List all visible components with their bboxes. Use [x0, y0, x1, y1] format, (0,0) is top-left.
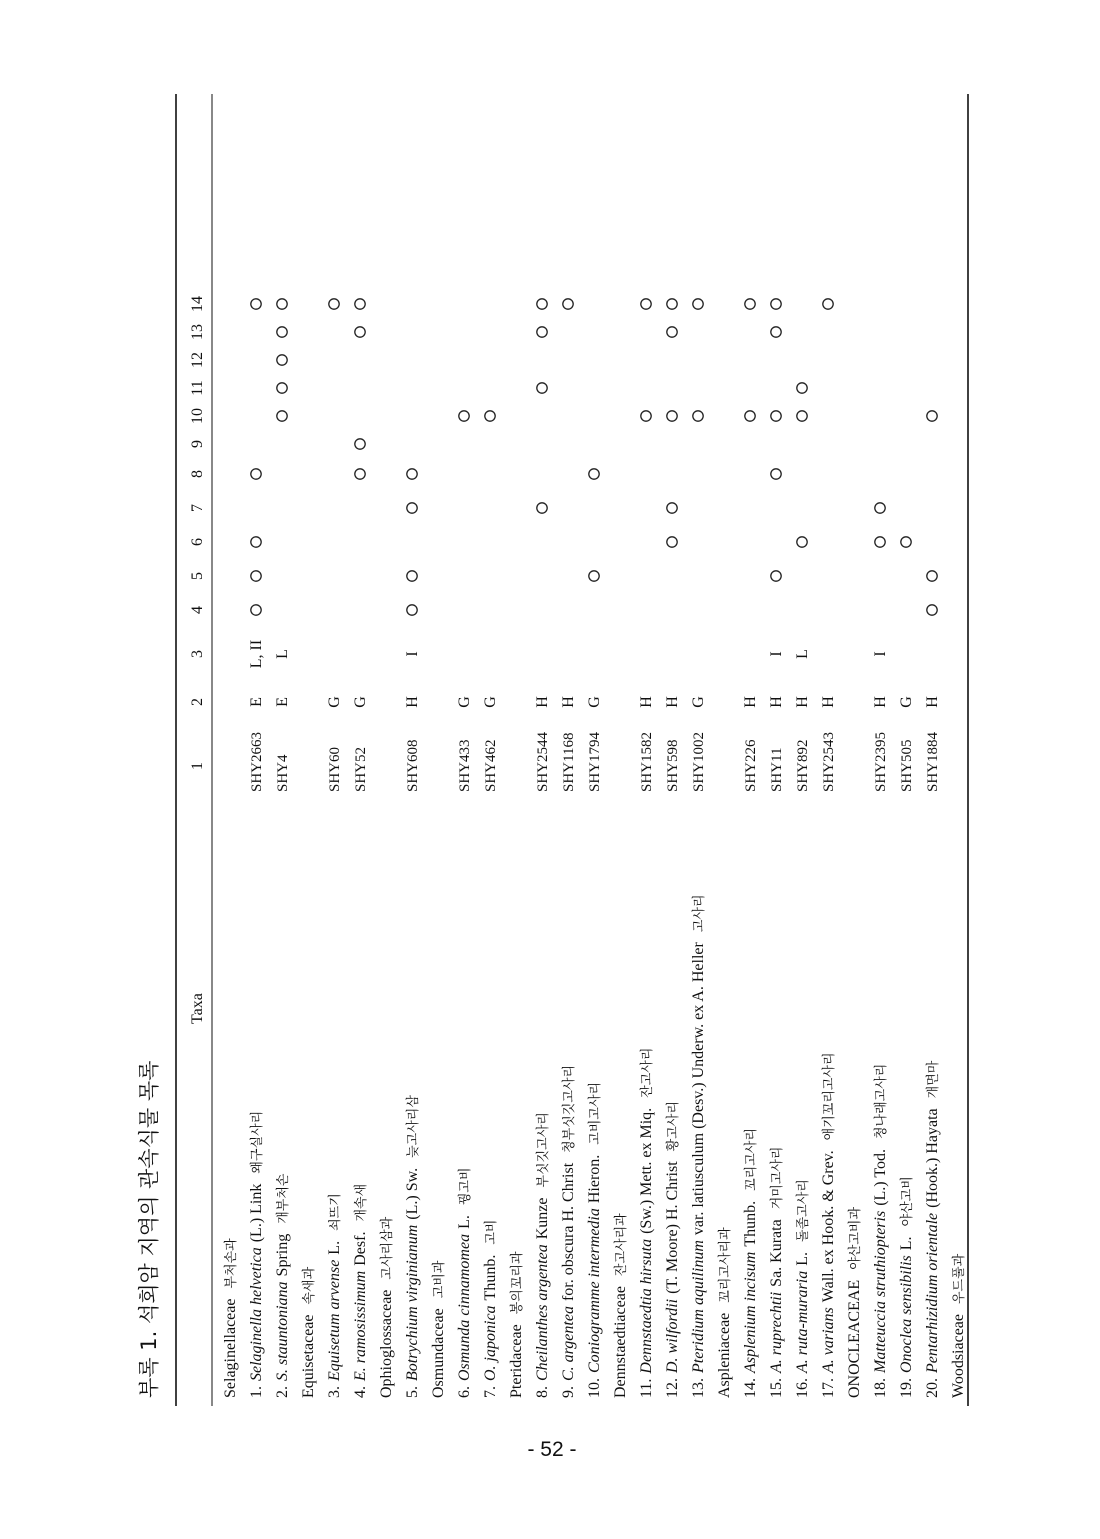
voucher-number: SHY505	[899, 739, 915, 792]
column-header: 9	[189, 440, 206, 448]
occurrence-mark	[693, 411, 703, 421]
table-body	[222, 299, 967, 1398]
column-2-value: G	[456, 696, 473, 708]
occurrence-mark	[355, 299, 365, 309]
occurrence-mark	[277, 299, 287, 309]
taxon-latin: A. ruta-muraria	[794, 1270, 811, 1373]
taxon-name	[482, 1220, 499, 1398]
taxon-name	[768, 1147, 785, 1399]
occurrence-mark	[797, 537, 807, 547]
taxon-number: 10.	[586, 1378, 603, 1398]
occurrence-mark	[901, 537, 911, 547]
taxon-number: 4.	[352, 1386, 369, 1398]
taxon-name	[326, 1193, 343, 1398]
column-2-value: H	[924, 696, 941, 708]
taxon-author: (L.) Sw.	[404, 1167, 421, 1220]
voucher-number: SHY226	[743, 739, 759, 792]
species-row	[482, 411, 499, 1398]
taxon-korean: 황고사리	[666, 1101, 681, 1152]
taxon-korean: 고비	[484, 1219, 499, 1245]
family-name	[508, 1251, 525, 1398]
taxon-number: 1.	[248, 1386, 265, 1398]
species-row	[664, 299, 681, 1398]
family-name	[716, 1227, 733, 1398]
family-name	[378, 1216, 395, 1398]
occurrence-mark	[771, 299, 781, 309]
taxon-latin: Dennstaedtia hirsuta	[638, 1238, 655, 1374]
occurrence-mark	[667, 299, 677, 309]
family-name	[222, 1238, 239, 1398]
family-name	[430, 1260, 447, 1398]
taxon-name	[872, 1064, 889, 1398]
taxon-author: Thunb.	[482, 1254, 499, 1301]
occurrence-mark	[927, 411, 937, 421]
occurrence-mark	[589, 571, 599, 581]
occurrence-mark	[771, 327, 781, 337]
column-header: 6	[189, 538, 206, 546]
column-2-value: G	[326, 696, 343, 708]
species-row	[586, 469, 603, 1398]
family-row	[612, 1213, 629, 1398]
family-korean: 야산고비과	[848, 1206, 863, 1270]
occurrence-mark	[797, 383, 807, 393]
occurrence-mark	[277, 327, 287, 337]
taxon-number: 7.	[482, 1386, 499, 1398]
taxon-author: L.	[794, 1251, 811, 1266]
family-korean: 잔고사리과	[614, 1213, 629, 1277]
family-name	[846, 1207, 863, 1398]
column-3-value: I	[872, 651, 889, 657]
occurrence-mark	[589, 469, 599, 479]
occurrence-mark	[641, 411, 651, 421]
occurrence-mark	[771, 571, 781, 581]
voucher-number: SHY52	[353, 746, 369, 792]
taxon-author: Wall. ex Hook. & Grev.	[820, 1150, 837, 1303]
taxon-latin: Equisetum arvense	[326, 1259, 343, 1381]
occurrence-mark	[563, 299, 573, 309]
occurrence-mark	[537, 503, 547, 513]
voucher-number: SHY1002	[691, 731, 707, 792]
occurrence-mark	[407, 605, 417, 615]
occurrence-mark	[277, 383, 287, 393]
taxon-latin: Coniogramme intermedia	[586, 1208, 603, 1373]
taxon-latin: Pentarhizidium orientale	[924, 1212, 941, 1373]
family-name	[300, 1266, 317, 1398]
species-row	[534, 299, 551, 1398]
taxon-name	[274, 1173, 291, 1398]
column-3-value: I	[404, 651, 421, 657]
occurrence-mark	[667, 327, 677, 337]
taxon-author: var. latiusculum (Desv.) Underw. ex A. Heller	[690, 942, 707, 1236]
column-2-value: G	[352, 696, 369, 708]
taxon-latin: Cheilanthes argentea	[534, 1244, 551, 1381]
taxon-latin: Botrychium virginianum	[404, 1224, 421, 1381]
taxon-name	[664, 1101, 681, 1398]
voucher-number: SHY1794	[587, 731, 603, 792]
occurrence-mark	[667, 503, 677, 513]
species-row	[352, 299, 369, 1398]
voucher-number: SHY598	[665, 739, 681, 792]
occurrence-mark	[667, 411, 677, 421]
taxon-author: L.	[898, 1236, 915, 1251]
occurrence-mark	[875, 503, 885, 513]
taxon-korean: 청나래고사리	[874, 1063, 889, 1139]
taxon-korean: 애기꼬리고사리	[822, 1052, 837, 1141]
taxon-name	[742, 1128, 759, 1398]
occurrence-mark	[251, 605, 261, 615]
occurrence-mark	[251, 299, 261, 309]
species-row	[326, 299, 343, 1398]
occurrence-mark	[485, 411, 495, 421]
column-header: 5	[189, 572, 206, 580]
taxon-author: for. obscura H. Christ	[560, 1162, 577, 1302]
occurrence-mark	[355, 327, 365, 337]
taxon-number: 12.	[664, 1378, 681, 1398]
species-row	[248, 299, 265, 1398]
taxon-korean: 야산고비	[900, 1176, 915, 1227]
taxon-name	[898, 1176, 915, 1398]
column-2-value: H	[742, 696, 759, 708]
voucher-number: SHY1582	[639, 731, 655, 792]
column-2-value: G	[482, 696, 499, 708]
taxon-name	[560, 1065, 577, 1398]
taxon-korean: 부싯깃고사리	[536, 1112, 551, 1188]
voucher-number: SHY608	[405, 739, 421, 792]
taxon-number: 8.	[534, 1386, 551, 1398]
family-latin: Woodsiaceae	[950, 1314, 967, 1398]
taxon-latin: E. ramosissimum	[352, 1270, 369, 1381]
taxon-korean: 청부싯깃고사리	[562, 1064, 577, 1153]
taxon-korean: 고비고사리	[588, 1081, 603, 1145]
taxon-name	[352, 1184, 369, 1398]
taxon-number: 17.	[820, 1378, 837, 1398]
family-korean: 부처손과	[224, 1238, 239, 1289]
species-row	[820, 299, 837, 1398]
occurrence-mark	[823, 299, 833, 309]
voucher-number: SHY4	[275, 754, 291, 792]
occurrence-mark	[251, 537, 261, 547]
occurrence-mark	[537, 383, 547, 393]
taxon-number: 5.	[404, 1386, 421, 1398]
family-row	[846, 1207, 863, 1398]
occurrence-mark	[771, 411, 781, 421]
occurrence-mark	[745, 299, 755, 309]
taxon-author: Hieron.	[586, 1154, 603, 1204]
taxon-name	[794, 1179, 811, 1398]
occurrence-mark	[693, 299, 703, 309]
taxon-latin: Asplenium incisum	[742, 1251, 759, 1373]
family-latin: Pteridaceae	[508, 1324, 525, 1398]
voucher-number: SHY11	[769, 747, 785, 792]
taxon-author: (Hook.) Hayata	[924, 1108, 941, 1208]
column-2-value: G	[690, 696, 707, 708]
column-2-value: H	[820, 696, 837, 708]
taxon-latin: Selaginella helvetica	[248, 1247, 265, 1381]
taxon-number: 13.	[690, 1378, 707, 1398]
taxon-number: 16.	[794, 1378, 811, 1398]
family-row	[950, 1253, 967, 1398]
family-row	[222, 1238, 239, 1398]
occurrence-mark	[797, 411, 807, 421]
column-header: 11	[189, 380, 206, 396]
taxon-author: (L.) Link	[248, 1183, 265, 1243]
taxon-number: 11.	[638, 1378, 655, 1398]
occurrence-mark	[355, 469, 365, 479]
column-2-value: H	[664, 696, 681, 708]
taxon-author: Sa. Kurata	[768, 1219, 785, 1287]
taxon-korean: 고사리	[692, 894, 707, 933]
species-row	[794, 383, 811, 1398]
family-korean: 고비과	[432, 1260, 447, 1299]
taxon-latin: S. stauntoniana	[274, 1281, 291, 1381]
column-2-value: G	[586, 696, 603, 708]
occurrence-mark	[537, 299, 547, 309]
family-korean: 속새과	[302, 1266, 317, 1305]
taxon-name	[404, 1095, 421, 1398]
taxon-korean: 늦고사리삼	[406, 1095, 421, 1158]
column-2-value: G	[898, 696, 915, 708]
species-row	[456, 411, 473, 1398]
taxon-korean: 왜구실사리	[250, 1110, 265, 1174]
taxon-korean: 개면마	[926, 1060, 941, 1099]
taxon-author: Kunze	[534, 1197, 551, 1240]
column-2-value: E	[274, 697, 291, 707]
column-2-value: H	[560, 696, 577, 708]
column-2-value: H	[534, 696, 551, 708]
taxon-number: 20.	[924, 1378, 941, 1398]
column-2-value: H	[768, 696, 785, 708]
voucher-number: SHY892	[795, 739, 811, 792]
taxon-name	[638, 1048, 655, 1398]
taxon-latin: A. varians	[820, 1307, 837, 1373]
column-header: 2	[189, 698, 206, 706]
taxon-author: (T. Moore) H. Christ	[664, 1161, 681, 1294]
column-header: 12	[189, 352, 206, 368]
occurrence-mark	[459, 411, 469, 421]
taxon-latin: Onoclea sensibilis	[898, 1255, 915, 1373]
taxon-name	[820, 1052, 837, 1398]
column-2-value: H	[404, 696, 421, 708]
taxon-number: 19.	[898, 1378, 915, 1398]
page-number: - 52 -	[527, 1438, 577, 1461]
taxon-name	[586, 1082, 603, 1398]
column-header: 4	[189, 606, 206, 614]
voucher-number: SHY462	[483, 739, 499, 792]
occurrence-mark	[875, 537, 885, 547]
taxon-latin: A. ruprechtii	[768, 1291, 785, 1373]
column-header: 13	[189, 324, 206, 340]
voucher-number: SHY2544	[535, 731, 551, 792]
occurrence-mark	[407, 469, 417, 479]
column-header: 3	[189, 650, 206, 658]
taxon-number: 14.	[742, 1378, 759, 1398]
column-header: 10	[189, 408, 206, 424]
occurrence-mark	[355, 439, 365, 449]
taxon-number: 18.	[872, 1378, 889, 1398]
species-row	[638, 299, 655, 1398]
family-name	[612, 1213, 629, 1398]
family-korean: 고사리삼과	[380, 1216, 395, 1280]
occurrence-mark	[329, 299, 339, 309]
voucher-number: SHY2663	[249, 731, 265, 792]
species-row	[924, 411, 941, 1398]
column-2-value: H	[872, 696, 889, 708]
family-row	[716, 1227, 733, 1398]
column-2-value: H	[794, 696, 811, 708]
voucher-number: SHY433	[457, 739, 473, 792]
taxon-name	[924, 1060, 941, 1398]
occurrence-mark	[745, 411, 755, 421]
taxon-korean: 돌좀고사리	[796, 1179, 811, 1242]
column-header: 7	[189, 504, 206, 512]
taxon-korean: 거미고사리	[770, 1146, 785, 1210]
column-header: 14	[189, 296, 206, 312]
taxon-latin: Osmunda cinnamomea	[456, 1233, 473, 1381]
column-3-value: L	[794, 649, 811, 659]
voucher-number: SHY2395	[873, 731, 889, 792]
species-row	[404, 469, 421, 1398]
occurrence-mark	[771, 469, 781, 479]
species-row	[768, 299, 785, 1398]
taxon-latin: O. japonica	[482, 1305, 499, 1381]
occurrence-mark	[927, 571, 937, 581]
taxon-korean: 개부처손	[276, 1173, 291, 1224]
family-latin: Osmundaceae	[430, 1308, 447, 1398]
family-row	[508, 1251, 525, 1398]
species-row	[560, 299, 577, 1398]
species-row	[898, 537, 915, 1398]
taxon-korean: 잔고사리	[640, 1047, 655, 1098]
taxon-latin: Matteuccia struthiopteris	[872, 1210, 889, 1373]
taxon-name	[534, 1112, 551, 1398]
family-latin: Ophioglossaceae	[378, 1289, 395, 1398]
column-headers	[189, 296, 206, 770]
taxon-number: 9.	[560, 1386, 577, 1398]
family-latin: Dennstaedtiaceae	[612, 1286, 629, 1398]
taxon-korean: 개속새	[354, 1183, 369, 1222]
species-row	[872, 503, 889, 1398]
voucher-number: SHY2543	[821, 731, 837, 792]
occurrence-mark	[277, 355, 287, 365]
taxon-author: L.	[326, 1240, 343, 1255]
occurrence-mark	[537, 327, 547, 337]
taxon-name	[456, 1167, 473, 1398]
family-korean: 꼬리고사리과	[718, 1227, 733, 1303]
voucher-number: SHY1168	[561, 732, 577, 792]
family-latin: ONOCLEACEAE	[846, 1279, 863, 1398]
family-korean: 봉의꼬리과	[510, 1251, 525, 1315]
column-3-value: L, II	[248, 639, 265, 669]
taxon-latin: Pteridium aquilinum	[690, 1240, 707, 1373]
taxon-author: Spring	[274, 1233, 291, 1277]
species-row	[742, 299, 759, 1398]
taxon-author: (Sw.) Mett. ex Miq.	[638, 1107, 655, 1234]
column-3-value: L	[274, 649, 291, 659]
taxon-number: 6.	[456, 1386, 473, 1398]
taxon-name	[690, 894, 707, 1398]
taxon-latin: D. wilfordii	[664, 1298, 681, 1373]
occurrence-mark	[251, 469, 261, 479]
column-header: 8	[189, 470, 206, 478]
taxon-latin: C. argentea	[560, 1306, 577, 1381]
column-header: 1	[189, 762, 206, 770]
taxon-korean: 꿩고비	[458, 1167, 473, 1206]
family-latin: Selaginellaceae	[222, 1298, 239, 1398]
family-korean: 우드풀과	[952, 1253, 967, 1304]
taxon-number: 15.	[768, 1378, 785, 1398]
family-row	[300, 1266, 317, 1398]
taxa-header: Taxa	[189, 993, 206, 1024]
voucher-number: SHY1884	[925, 731, 941, 792]
occurrence-mark	[407, 571, 417, 581]
family-latin: Equisetaceae	[300, 1314, 317, 1398]
taxon-author: L.	[456, 1215, 473, 1229]
column-2-value: H	[638, 696, 655, 708]
occurrence-mark	[667, 537, 677, 547]
occurrence-mark	[927, 605, 937, 615]
column-3-value: I	[768, 651, 785, 657]
taxon-number: 2.	[274, 1386, 291, 1398]
species-row	[274, 299, 291, 1398]
occurrence-mark	[251, 571, 261, 581]
voucher-number: SHY60	[327, 746, 343, 792]
taxon-korean: 쇠뜨기	[328, 1193, 343, 1231]
family-row	[378, 1216, 395, 1398]
occurrence-mark	[641, 299, 651, 309]
taxon-korean: 꼬리고사리	[744, 1128, 759, 1191]
taxon-name	[248, 1111, 265, 1398]
taxon-number: 3.	[326, 1386, 343, 1398]
family-latin: Aspleniaceae	[716, 1312, 733, 1398]
species-row	[690, 299, 707, 1398]
occurrence-mark	[407, 503, 417, 513]
taxon-author: Thunb.	[742, 1200, 759, 1247]
occurrence-mark	[277, 411, 287, 421]
family-name	[950, 1253, 967, 1398]
family-row	[430, 1260, 447, 1398]
column-2-value: E	[248, 697, 265, 707]
page-title: 부록 1. 석회암 지역의 관속식물 목록	[137, 1060, 161, 1398]
taxon-author: Desf.	[352, 1231, 369, 1266]
taxon-author: (L.) Tod.	[872, 1149, 889, 1206]
